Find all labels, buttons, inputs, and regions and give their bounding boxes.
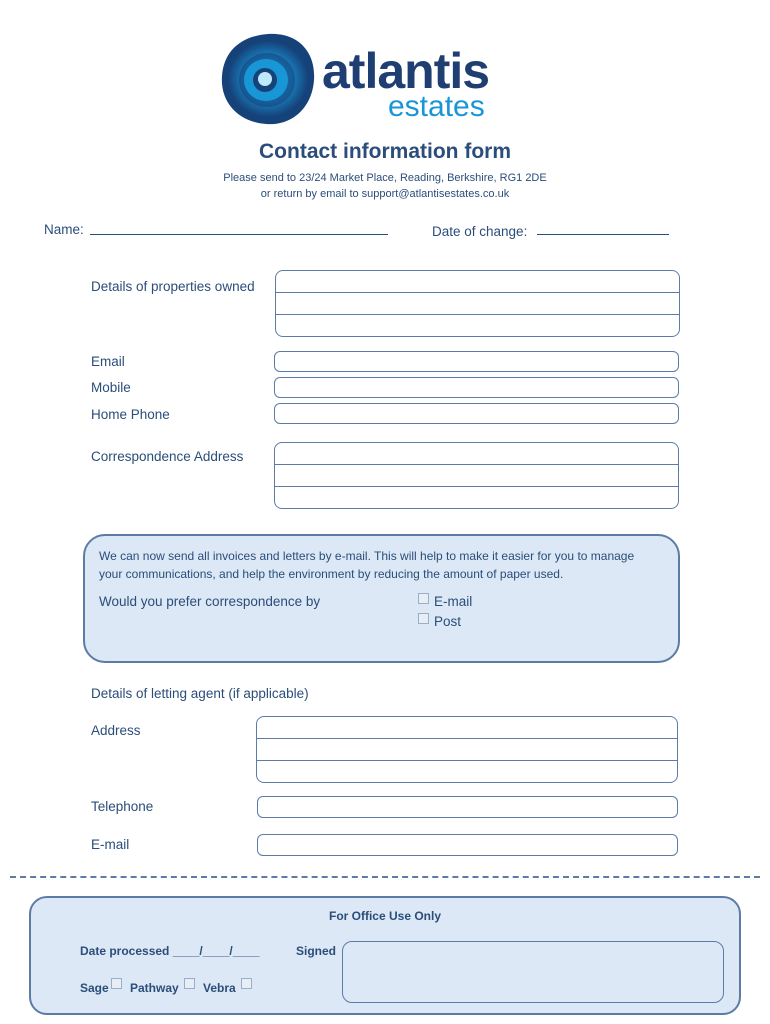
properties-field[interactable] xyxy=(275,270,680,337)
cut-line xyxy=(10,876,760,878)
correspondence-label: Correspondence Address xyxy=(91,449,244,464)
pathway-checkbox[interactable] xyxy=(184,978,195,989)
post-option-label: Post xyxy=(434,614,462,629)
date-of-change-field[interactable] xyxy=(537,234,669,235)
sage-checkbox[interactable] xyxy=(111,978,122,989)
agent-address-label: Address xyxy=(91,723,141,738)
properties-label: Details of properties owned xyxy=(91,279,255,294)
post-checkbox[interactable] xyxy=(418,613,429,624)
agent-telephone-label: Telephone xyxy=(91,799,154,814)
page-title: Contact information form xyxy=(259,140,511,163)
preference-text-1: We can now send all invoices and letters by e-mail. This will help to make it easier for you to manage xyxy=(99,549,635,563)
signed-label: Signed xyxy=(296,944,337,958)
pathway-label: Pathway xyxy=(130,981,179,995)
email-label: Email xyxy=(91,354,125,369)
email-field[interactable] xyxy=(274,351,679,372)
date-of-change-label: Date of change: xyxy=(432,224,528,239)
signature-field[interactable] xyxy=(342,941,724,1003)
agent-heading: Details of letting agent (if applicable) xyxy=(91,686,309,701)
home-phone-label: Home Phone xyxy=(91,407,170,422)
logo-icon xyxy=(218,30,318,128)
agent-address-field[interactable] xyxy=(256,716,678,783)
preference-text-2: your communications, and help the environment by reducing the amount of paper used. xyxy=(99,567,564,581)
office-use-title: For Office Use Only xyxy=(328,909,442,923)
agent-email-field[interactable] xyxy=(257,834,678,856)
mobile-label: Mobile xyxy=(91,380,131,395)
date-processed-label: Date processed ____/____/____ xyxy=(80,944,260,958)
agent-telephone-field[interactable] xyxy=(257,796,678,818)
home-phone-field[interactable] xyxy=(274,403,679,424)
email-checkbox[interactable] xyxy=(418,593,429,604)
vebra-label: Vebra xyxy=(203,981,236,995)
address-line: Please send to 23/24 Market Place, Reading, Berkshire, RG1 2DE xyxy=(223,172,547,184)
agent-email-label: E-mail xyxy=(91,837,130,852)
brand-name: atlantis xyxy=(322,43,490,99)
sage-label: Sage xyxy=(80,981,109,995)
preference-question: Would you prefer correspondence by xyxy=(99,594,321,609)
mobile-field[interactable] xyxy=(274,377,679,398)
email-line: or return by email to support@atlantisestates.co.uk xyxy=(260,188,510,200)
email-option-label: E-mail xyxy=(434,594,473,609)
vebra-checkbox[interactable] xyxy=(241,978,252,989)
brand-tagline: estates xyxy=(388,90,485,123)
correspondence-field[interactable] xyxy=(274,442,679,509)
name-field[interactable] xyxy=(90,234,388,235)
name-label: Name: xyxy=(44,222,84,237)
